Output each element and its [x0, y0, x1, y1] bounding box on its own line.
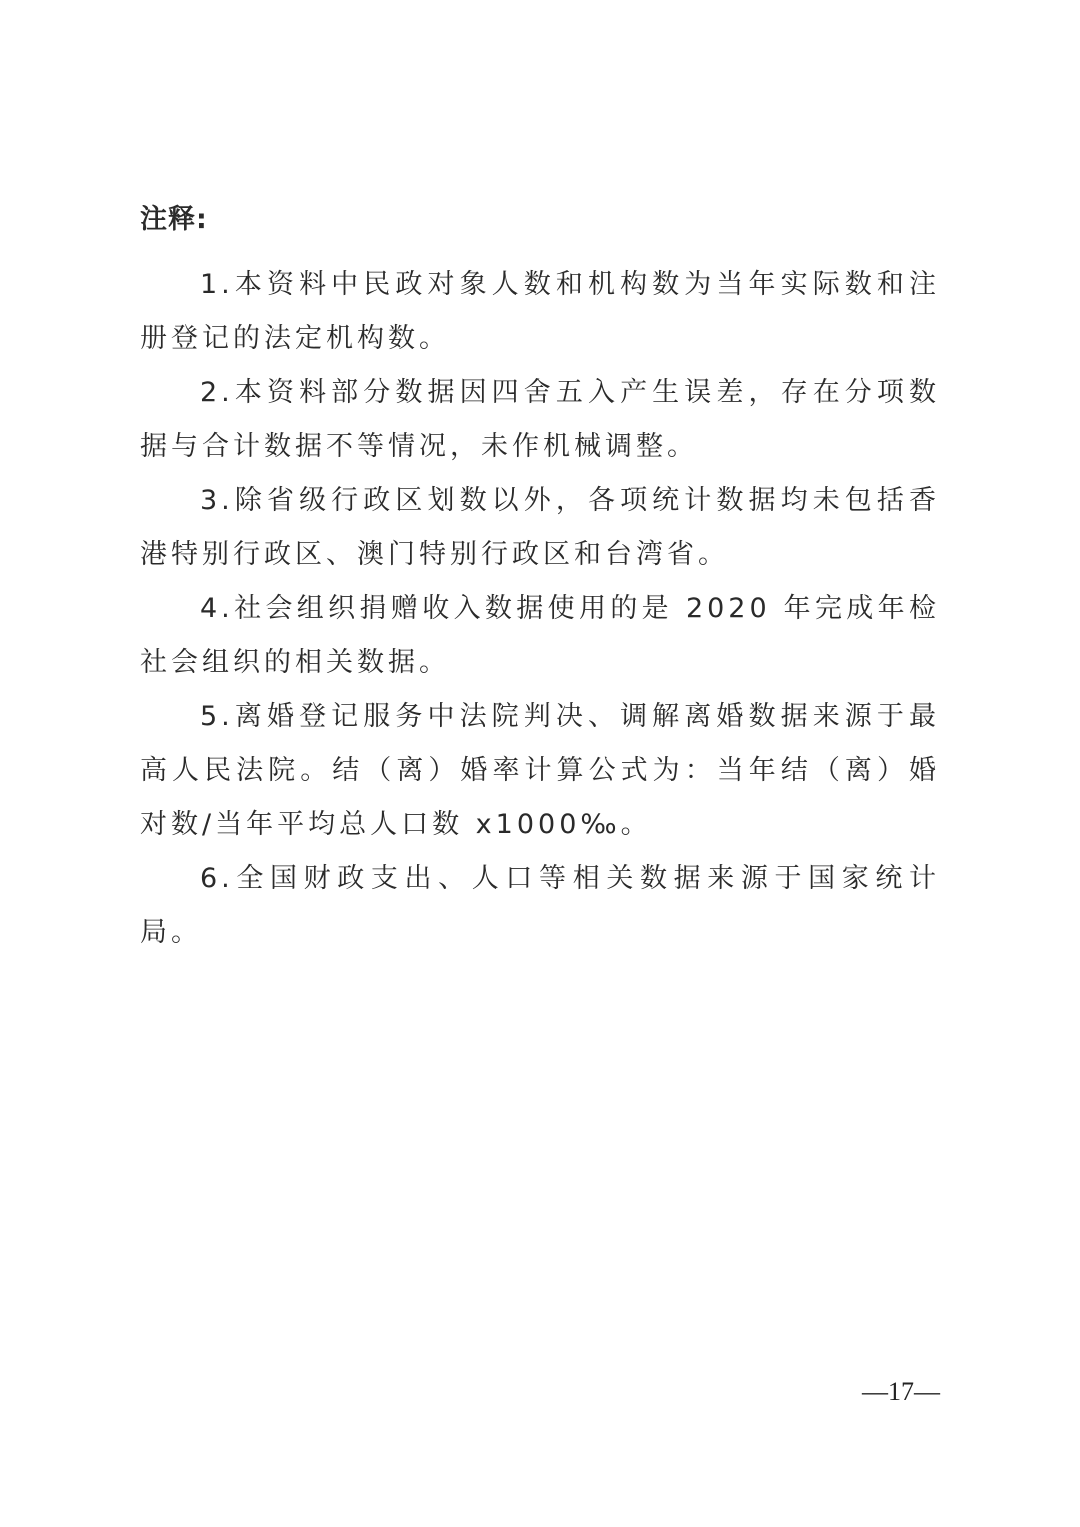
note-item-2: 2.本资料部分数据因四舍五入产生误差，存在分项数据与合计数据不等情况，未作机械调整。 [140, 377, 940, 462]
note-item-1: 1.本资料中民政对象人数和机构数为当年实际数和注册登记的法定机构数。 [140, 269, 940, 354]
note-item-6: 6.全国财政支出、人口等相关数据来源于国家统计局。 [140, 863, 940, 948]
notes-heading: 注释: [140, 204, 208, 235]
note-item-4: 4.社会组织捐赠收入数据使用的是 2020 年完成年检社会组织的相关数据。 [140, 593, 940, 678]
page-number: —17— [862, 1377, 940, 1406]
notes-list [140, 258, 940, 960]
note-item-5: 5.离婚登记服务中法院判决、调解离婚数据来源于最高人民法院。结（离）婚率计算公式为：当年结（离）婚对数/当年平均总人口数 x1000‰。 [140, 701, 940, 840]
note-item-3: 3.除省级行政区划数以外，各项统计数据均未包括香港特别行政区、澳门特别行政区和台湾省。 [140, 485, 940, 570]
